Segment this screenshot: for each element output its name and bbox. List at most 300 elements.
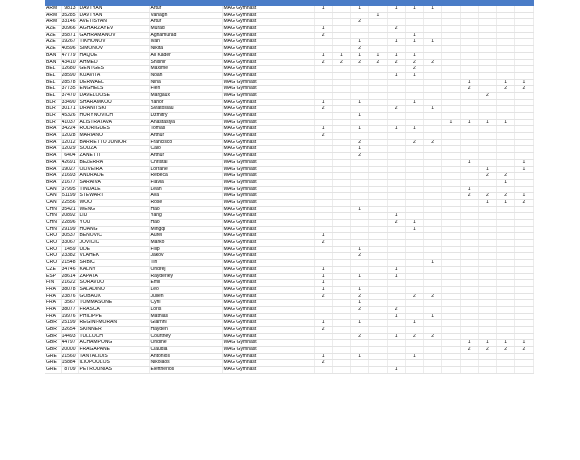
noc-cell: CRO xyxy=(45,260,61,267)
apparatus-cell xyxy=(405,340,423,347)
apparatus-cell xyxy=(460,293,478,300)
apparatus-cell xyxy=(460,32,478,39)
apparatus-cell xyxy=(369,106,387,113)
last-name-cell: DAVTYAN xyxy=(78,6,149,13)
number-cell: 9813 xyxy=(61,6,78,13)
last-name-cell: TINDALE xyxy=(78,186,149,193)
noc-cell: AZE xyxy=(45,26,61,33)
apparatus-cell xyxy=(515,99,533,106)
apparatus-cell xyxy=(351,226,369,233)
table-row xyxy=(45,213,533,220)
category-cell: WAG Gymnast xyxy=(222,173,314,180)
category-cell: WAG Gymnast xyxy=(222,199,314,206)
apparatus-cell xyxy=(497,52,515,59)
last-name-cell: GOBAUX xyxy=(78,293,149,300)
apparatus-cell xyxy=(314,19,332,26)
apparatus-cell xyxy=(478,293,496,300)
apparatus-cell xyxy=(442,133,460,140)
apparatus-cell xyxy=(515,179,533,186)
apparatus-cell xyxy=(478,52,496,59)
apparatus-cell xyxy=(442,153,460,160)
apparatus-cell xyxy=(369,306,387,313)
table-row xyxy=(45,119,533,126)
apparatus-cell xyxy=(478,146,496,153)
noc-cell: GBR xyxy=(45,347,61,354)
last-name-cell: DRANITSKI xyxy=(78,106,149,113)
apparatus-cell xyxy=(314,39,332,46)
apparatus-cell: 1 xyxy=(405,99,423,106)
apparatus-cell xyxy=(405,86,423,93)
apparatus-cell xyxy=(515,333,533,340)
table-row xyxy=(45,139,533,146)
category-cell: WAG Gymnast xyxy=(222,92,314,99)
apparatus-cell xyxy=(442,353,460,360)
number-cell: 21622 xyxy=(61,280,78,287)
apparatus-cell xyxy=(332,153,350,160)
apparatus-cell xyxy=(478,260,496,267)
apparatus-cell xyxy=(351,166,369,173)
apparatus-cell xyxy=(369,293,387,300)
noc-cell: CRO xyxy=(45,246,61,253)
table-row xyxy=(45,260,533,267)
apparatus-cell xyxy=(497,286,515,293)
apparatus-cell: 1 xyxy=(314,273,332,280)
apparatus-cell: 1 xyxy=(405,226,423,233)
apparatus-cell: 1 xyxy=(351,113,369,120)
apparatus-cell xyxy=(460,199,478,206)
number-cell: 33490 xyxy=(61,99,78,106)
apparatus-cell xyxy=(424,146,442,153)
apparatus-cell xyxy=(314,92,332,99)
apparatus-cell xyxy=(351,179,369,186)
apparatus-cell xyxy=(387,246,405,253)
apparatus-cell xyxy=(314,166,332,173)
apparatus-cell xyxy=(332,266,350,273)
apparatus-cell xyxy=(478,99,496,106)
apparatus-cell: 2 xyxy=(478,92,496,99)
apparatus-cell xyxy=(387,293,405,300)
apparatus-cell xyxy=(460,52,478,59)
apparatus-cell: 2 xyxy=(424,59,442,66)
category-cell: MAG Gymnast xyxy=(222,19,314,26)
category-cell: MAG Gymnast xyxy=(222,293,314,300)
apparatus-cell xyxy=(351,199,369,206)
first-name-cell: Mathias xyxy=(149,313,222,320)
last-name-cell: HAQUE xyxy=(78,52,149,59)
noc-cell: FIN xyxy=(45,280,61,287)
apparatus-cell xyxy=(442,193,460,200)
apparatus-cell xyxy=(387,340,405,347)
apparatus-cell xyxy=(442,306,460,313)
noc-cell: ARM xyxy=(45,6,61,13)
apparatus-cell xyxy=(497,186,515,193)
apparatus-cell xyxy=(497,253,515,260)
category-cell: WAG Gymnast xyxy=(222,119,314,126)
apparatus-cell: 1 xyxy=(387,266,405,273)
apparatus-cell xyxy=(460,179,478,186)
noc-cell: CRO xyxy=(45,233,61,240)
apparatus-cell xyxy=(351,119,369,126)
apparatus-cell xyxy=(442,113,460,120)
number-cell: 8709 xyxy=(61,367,78,374)
noc-cell: FRA xyxy=(45,300,61,307)
apparatus-cell xyxy=(387,146,405,153)
apparatus-cell xyxy=(515,367,533,374)
apparatus-cell xyxy=(332,79,350,86)
apparatus-cell xyxy=(515,360,533,367)
apparatus-cell xyxy=(314,206,332,213)
apparatus-cell: 1 xyxy=(460,186,478,193)
apparatus-cell xyxy=(387,206,405,213)
noc-cell: BAN xyxy=(45,52,61,59)
last-name-cell: GENTGES xyxy=(78,66,149,73)
apparatus-cell xyxy=(369,99,387,106)
apparatus-cell: 1 xyxy=(351,320,369,327)
apparatus-cell xyxy=(515,32,533,39)
apparatus-cell xyxy=(497,139,515,146)
apparatus-cell xyxy=(332,347,350,354)
apparatus-cell: 1 xyxy=(460,79,478,86)
apparatus-cell: 2 xyxy=(314,327,332,334)
number-cell: 28614 xyxy=(61,273,78,280)
apparatus-cell: 2 xyxy=(351,19,369,26)
number-cell: 30966 xyxy=(61,26,78,33)
apparatus-cell xyxy=(460,153,478,160)
category-cell: MAG Gymnast xyxy=(222,99,314,106)
first-name-cell: Fien xyxy=(149,86,222,93)
number-cell: 34746 xyxy=(61,266,78,273)
apparatus-cell xyxy=(314,333,332,340)
apparatus-cell xyxy=(405,193,423,200)
apparatus-cell xyxy=(332,99,350,106)
apparatus-cell xyxy=(314,220,332,227)
apparatus-cell xyxy=(387,92,405,99)
apparatus-cell xyxy=(442,39,460,46)
apparatus-cell xyxy=(460,226,478,233)
apparatus-cell xyxy=(460,72,478,79)
table-row xyxy=(45,92,533,99)
apparatus-cell xyxy=(515,186,533,193)
apparatus-cell xyxy=(515,213,533,220)
apparatus-cell xyxy=(497,106,515,113)
apparatus-cell xyxy=(332,139,350,146)
apparatus-cell xyxy=(405,26,423,33)
last-name-cell: DAVELOOSE xyxy=(78,92,149,99)
apparatus-cell xyxy=(314,12,332,19)
apparatus-cell xyxy=(314,86,332,93)
noc-cell: BRA xyxy=(45,173,61,180)
number-cell: 30171 xyxy=(61,106,78,113)
last-name-cell: PHILIPPE xyxy=(78,313,149,320)
apparatus-cell xyxy=(314,179,332,186)
apparatus-cell xyxy=(460,220,478,227)
first-name-cell: Rayderley xyxy=(149,273,222,280)
apparatus-cell xyxy=(332,92,350,99)
apparatus-cell xyxy=(442,313,460,320)
apparatus-cell: 2 xyxy=(387,59,405,66)
category-cell: MAG Gymnast xyxy=(222,39,314,46)
apparatus-cell xyxy=(442,320,460,327)
apparatus-cell xyxy=(351,92,369,99)
number-cell: 12012 xyxy=(61,139,78,146)
apparatus-cell xyxy=(405,240,423,247)
noc-cell: CHN xyxy=(45,213,61,220)
apparatus-cell xyxy=(424,12,442,19)
first-name-cell: Hayden xyxy=(149,327,222,334)
apparatus-cell xyxy=(424,173,442,180)
category-cell: MAG Gymnast xyxy=(222,280,314,287)
table-row xyxy=(45,273,533,280)
table-row xyxy=(45,72,533,79)
apparatus-cell xyxy=(405,79,423,86)
apparatus-cell xyxy=(351,193,369,200)
apparatus-cell xyxy=(405,19,423,26)
number-cell: 3567 xyxy=(61,300,78,307)
apparatus-cell xyxy=(405,300,423,307)
first-name-cell: Hao xyxy=(149,206,222,213)
category-cell: MAG Gymnast xyxy=(222,139,314,146)
apparatus-cell xyxy=(332,286,350,293)
apparatus-cell xyxy=(351,159,369,166)
apparatus-cell xyxy=(478,320,496,327)
noc-cell: BLR xyxy=(45,106,61,113)
apparatus-cell xyxy=(424,46,442,53)
apparatus-cell xyxy=(424,199,442,206)
apparatus-cell xyxy=(460,113,478,120)
apparatus-cell xyxy=(314,306,332,313)
last-name-cell: SARAIVA xyxy=(78,179,149,186)
apparatus-cell xyxy=(460,273,478,280)
apparatus-cell: 1 xyxy=(387,6,405,13)
number-cell: 1459 xyxy=(61,246,78,253)
apparatus-cell xyxy=(332,340,350,347)
apparatus-cell xyxy=(515,72,533,79)
apparatus-cell: 2 xyxy=(332,59,350,66)
apparatus-cell xyxy=(460,313,478,320)
last-name-cell: BEZERRA xyxy=(78,159,149,166)
table-row xyxy=(45,313,533,320)
noc-cell: FRA xyxy=(45,293,61,300)
first-name-cell: Dzmitry xyxy=(149,113,222,120)
number-cell: 43410 xyxy=(61,59,78,66)
apparatus-cell: 1 xyxy=(405,353,423,360)
apparatus-cell xyxy=(369,119,387,126)
apparatus-cell xyxy=(460,6,478,13)
number-cell: 19027 xyxy=(61,166,78,173)
first-name-cell: Murad xyxy=(149,26,222,33)
apparatus-cell xyxy=(497,280,515,287)
table-row xyxy=(45,126,533,133)
first-name-cell: Mingqi xyxy=(149,226,222,233)
apparatus-cell xyxy=(369,86,387,93)
noc-cell: BAN xyxy=(45,59,61,66)
apparatus-cell xyxy=(442,166,460,173)
apparatus-cell xyxy=(515,19,533,26)
apparatus-cell xyxy=(332,360,350,367)
category-cell: WAG Gymnast xyxy=(222,159,314,166)
apparatus-cell: 2 xyxy=(405,139,423,146)
apparatus-cell xyxy=(314,159,332,166)
apparatus-cell: 1 xyxy=(351,246,369,253)
apparatus-cell xyxy=(460,206,478,213)
table-row xyxy=(45,300,533,307)
apparatus-cell xyxy=(369,300,387,307)
apparatus-cell xyxy=(369,226,387,233)
apparatus-cell xyxy=(387,139,405,146)
category-cell: MAG Gymnast xyxy=(222,286,314,293)
apparatus-cell: 1 xyxy=(405,32,423,39)
table-row xyxy=(45,367,533,374)
apparatus-cell xyxy=(369,79,387,86)
number-cell: 35285 xyxy=(61,12,78,19)
first-name-cell: Vahagn xyxy=(149,12,222,19)
last-name-cell: TULLOCH xyxy=(78,333,149,340)
apparatus-cell: 2 xyxy=(460,193,478,200)
apparatus-cell xyxy=(332,273,350,280)
first-name-cell: Hao xyxy=(149,220,222,227)
apparatus-cell xyxy=(497,367,515,374)
apparatus-cell xyxy=(497,92,515,99)
apparatus-cell xyxy=(515,313,533,320)
apparatus-cell xyxy=(314,246,332,253)
apparatus-cell: 1 xyxy=(351,126,369,133)
apparatus-cell xyxy=(314,213,332,220)
apparatus-cell xyxy=(405,313,423,320)
table-row xyxy=(45,206,533,213)
apparatus-cell xyxy=(442,32,460,39)
number-cell: 51199 xyxy=(61,193,78,200)
apparatus-cell xyxy=(515,146,533,153)
first-name-cell: Caio xyxy=(149,146,222,153)
apparatus-cell xyxy=(332,320,350,327)
apparatus-cell xyxy=(351,340,369,347)
apparatus-cell xyxy=(405,253,423,260)
first-name-cell: Aghamurad xyxy=(149,32,222,39)
number-cell: 14493 xyxy=(61,333,78,340)
number-cell: 21548 xyxy=(61,260,78,267)
apparatus-cell xyxy=(405,186,423,193)
apparatus-cell xyxy=(332,367,350,374)
apparatus-cell xyxy=(515,119,533,126)
number-cell: 29199 xyxy=(61,226,78,233)
noc-cell: BRA xyxy=(45,146,61,153)
apparatus-cell xyxy=(387,280,405,287)
apparatus-cell xyxy=(369,327,387,334)
apparatus-cell xyxy=(369,240,387,247)
apparatus-cell xyxy=(405,153,423,160)
apparatus-cell xyxy=(497,360,515,367)
table-row xyxy=(45,327,533,334)
apparatus-cell xyxy=(369,139,387,146)
apparatus-cell xyxy=(442,159,460,166)
number-cell: 35421 xyxy=(61,206,78,213)
apparatus-cell xyxy=(314,186,332,193)
apparatus-cell xyxy=(332,193,350,200)
apparatus-cell xyxy=(497,213,515,220)
apparatus-cell xyxy=(478,266,496,273)
apparatus-cell xyxy=(405,92,423,99)
apparatus-cell: 1 xyxy=(478,199,496,206)
apparatus-cell xyxy=(424,286,442,293)
noc-cell: ARM xyxy=(45,12,61,19)
apparatus-cell xyxy=(332,159,350,166)
apparatus-cell xyxy=(332,19,350,26)
apparatus-cell xyxy=(351,220,369,227)
apparatus-cell xyxy=(478,226,496,233)
apparatus-cell: 1 xyxy=(460,119,478,126)
last-name-cell: SKINNER xyxy=(78,327,149,334)
apparatus-cell xyxy=(478,179,496,186)
apparatus-cell: 2 xyxy=(314,293,332,300)
apparatus-cell: 1 xyxy=(405,6,423,13)
noc-cell: CAN xyxy=(45,199,61,206)
apparatus-cell xyxy=(314,199,332,206)
apparatus-cell xyxy=(442,186,460,193)
last-name-cell: AGHARZAYEV xyxy=(78,26,149,33)
number-cell: 12028 xyxy=(61,133,78,140)
apparatus-cell: 1 xyxy=(387,213,405,220)
apparatus-cell xyxy=(497,333,515,340)
apparatus-cell xyxy=(387,79,405,86)
table-row xyxy=(45,99,533,106)
apparatus-cell xyxy=(460,146,478,153)
category-cell: MAG Gymnast xyxy=(222,333,314,340)
first-name-cell: Arthur xyxy=(149,153,222,160)
apparatus-cell xyxy=(442,173,460,180)
apparatus-cell xyxy=(515,260,533,267)
apparatus-cell xyxy=(424,19,442,26)
apparatus-cell xyxy=(515,139,533,146)
apparatus-cell xyxy=(515,273,533,280)
apparatus-cell xyxy=(369,286,387,293)
apparatus-cell: 1 xyxy=(314,26,332,33)
apparatus-cell xyxy=(424,66,442,73)
apparatus-cell: 1 xyxy=(497,79,515,86)
apparatus-cell xyxy=(314,367,332,374)
noc-cell: CRO xyxy=(45,240,61,247)
apparatus-cell xyxy=(351,240,369,247)
apparatus-cell xyxy=(387,286,405,293)
apparatus-cell xyxy=(442,46,460,53)
apparatus-cell: 1 xyxy=(497,119,515,126)
number-cell: 28578 xyxy=(61,79,78,86)
apparatus-cell xyxy=(442,266,460,273)
apparatus-cell xyxy=(369,206,387,213)
number-cell: 32654 xyxy=(61,327,78,334)
apparatus-cell xyxy=(424,226,442,233)
apparatus-cell xyxy=(497,306,515,313)
apparatus-cell: 2 xyxy=(424,333,442,340)
last-name-cell: PETROUNIAS xyxy=(78,367,149,374)
noc-cell: BRA xyxy=(45,153,61,160)
apparatus-cell xyxy=(442,12,460,19)
apparatus-cell xyxy=(460,173,478,180)
apparatus-cell xyxy=(442,293,460,300)
apparatus-cell: 1 xyxy=(460,159,478,166)
apparatus-cell xyxy=(515,39,533,46)
apparatus-cell xyxy=(405,213,423,220)
apparatus-cell xyxy=(497,293,515,300)
apparatus-cell xyxy=(478,113,496,120)
apparatus-cell xyxy=(497,32,515,39)
first-name-cell: Giarnni xyxy=(149,320,222,327)
apparatus-cell: 2 xyxy=(314,240,332,247)
category-cell: MAG Gymnast xyxy=(222,66,314,73)
noc-cell: AZE xyxy=(45,39,61,46)
apparatus-cell xyxy=(460,19,478,26)
apparatus-cell xyxy=(424,320,442,327)
apparatus-cell xyxy=(314,79,332,86)
